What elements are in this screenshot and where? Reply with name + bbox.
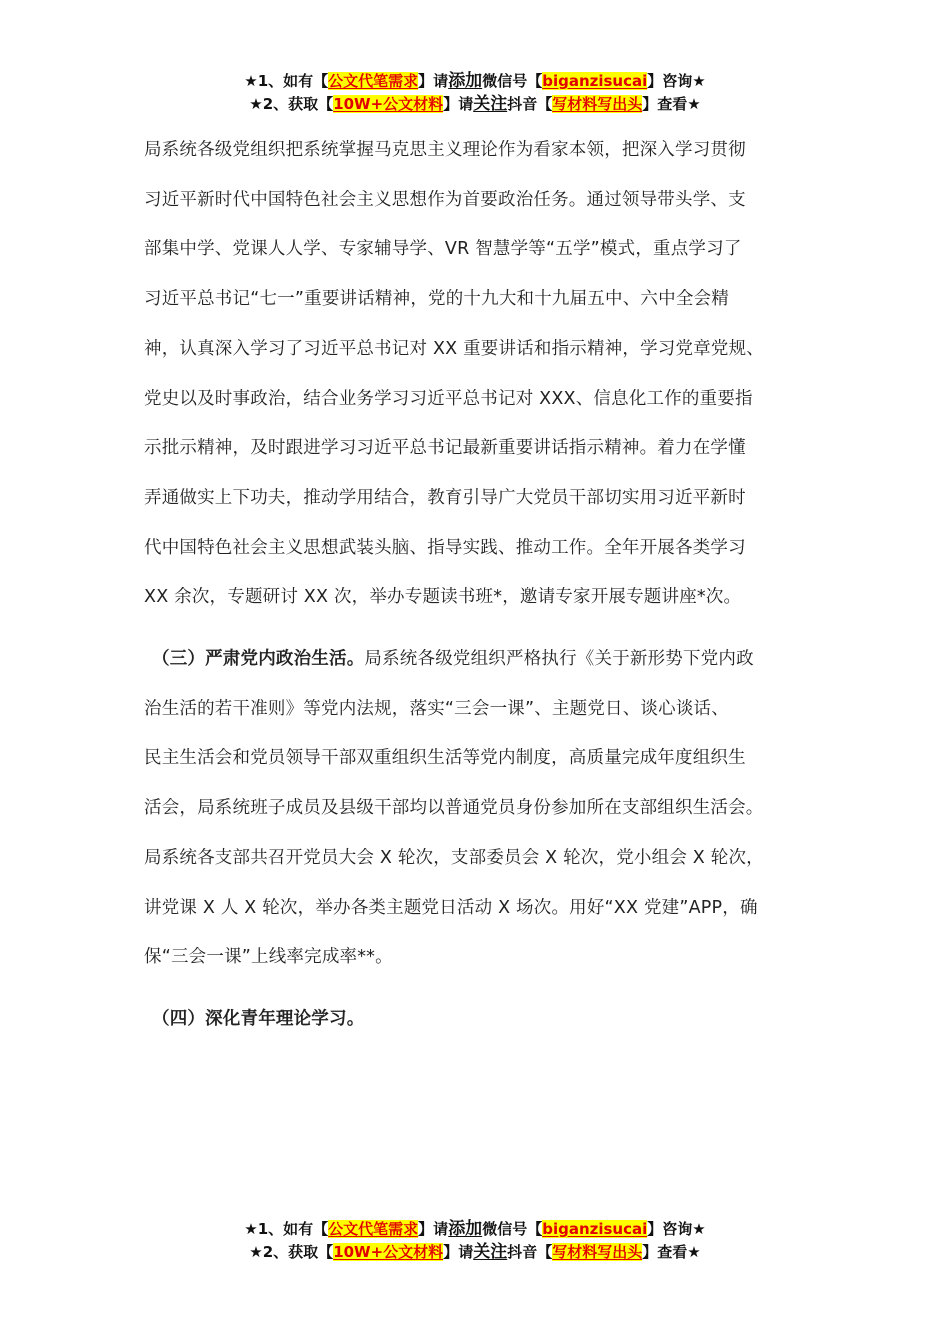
text-line: 局系统各级党组织把系统掌握马克思主义理论作为看家本领，把深入学习贯彻 (144, 140, 746, 160)
banner-emphasis: 关注 (473, 94, 508, 114)
banner-text: ★1、如有【 (244, 1220, 329, 1238)
banner-line-2 (0, 1241, 950, 1264)
banner-emphasis: 添加 (448, 71, 483, 91)
text-line: 党史以及时事政治，结合业务学习习近平总书记对 XXX、信息化工作的重要指 (144, 388, 753, 409)
banner-text: ★2、获取【 (249, 95, 334, 113)
text-line: 弄通做实上下功夫，推动学用结合，教育引导广大党员干部切实用习近平新时 (144, 487, 746, 508)
banner-text: 微信号【 (482, 1220, 543, 1238)
text-line: 活会，局系统班子成员及县级干部均以普通党员身份参加所在支部组织生活会。 (144, 798, 764, 819)
highlight-materials: 10W+公文材料 (333, 1243, 444, 1261)
banner-text: 抖音【 (507, 1243, 553, 1261)
highlight-materials: 10W+公文材料 (333, 95, 444, 113)
highlight-douyin: 写材料写出头 (552, 95, 643, 113)
highlight-service: 公文代笔需求 (328, 1220, 419, 1238)
banner-text: 抖音【 (507, 95, 553, 113)
banner-emphasis: 关注 (473, 1242, 508, 1262)
section-heading-4: （四）深化青年理论学习。 (152, 1008, 365, 1029)
banner-text: 】咨询★ (647, 1220, 706, 1238)
banner-line-1 (0, 70, 950, 93)
banner-text: ★2、获取【 (249, 1243, 334, 1261)
text-line: XX 余次，专题研讨 XX 次，举办专题读书班*，邀请专家开展专题讲座*次。 (144, 587, 742, 608)
text-line: 治生活的若干准则》等党内法规，落实“三会一课”、主题党日、谈心谈话、 (144, 698, 729, 719)
text-line: 民主生活会和党员领导干部双重组织生活等党内制度，高质量完成年度组织生 (144, 748, 746, 769)
highlight-douyin: 写材料写出头 (552, 1243, 643, 1261)
text-line: 代中国特色社会主义思想武装头脑、指导实践、推动工作。全年开展各类学习 (144, 537, 746, 558)
banner-text: 】查看★ (642, 95, 701, 113)
banner-text: 微信号【 (482, 72, 543, 90)
footer-banner (0, 1218, 950, 1264)
banner-text: 】请 (418, 1220, 449, 1238)
section-heading-3: （三）严肃党内政治生活。 (152, 649, 365, 670)
banner-text: 】请 (443, 95, 474, 113)
text-line: 讲党课 X 人 X 轮次，举办各类主题党日活动 X 场次。用好“XX 党建”APP，确 (144, 897, 758, 918)
text-line: 神，认真深入学习了习近平总书记对 XX 重要讲话和指示精神，学习党章党规、 (144, 338, 764, 359)
text-line: 习近平新时代中国特色社会主义思想作为首要政治任务。通过领导带头学、支 (144, 189, 746, 210)
paragraph-youth-study (144, 995, 808, 1045)
text-line: 局系统各级党组织严格执行《关于新形势下党内政 (364, 649, 754, 670)
text-line: 示批示精神，及时跟进学习习近平总书记最新重要讲话指示精神。着力在学懂 (144, 438, 746, 459)
highlight-wechat-id: biganzisucai (542, 72, 648, 90)
banner-text: 】咨询★ (647, 72, 706, 90)
text-line: 保“三会一课”上线率完成率**。 (144, 947, 393, 968)
document-body (144, 126, 808, 1045)
header-banner (0, 70, 950, 116)
text-line: 局系统各支部共召开党员大会 X 轮次，支部委员会 X 轮次，党小组会 X 轮次， (144, 847, 764, 868)
banner-text: ★1、如有【 (244, 72, 329, 90)
highlight-wechat-id: biganzisucai (542, 1220, 648, 1238)
banner-emphasis: 添加 (448, 1219, 483, 1239)
text-line: 部集中学、党课人人学、专家辅导学、VR 智慧学等“五学”模式，重点学习了 (144, 239, 742, 260)
banner-text: 】查看★ (642, 1243, 701, 1261)
banner-line-1 (0, 1218, 950, 1241)
paragraph-study (144, 126, 808, 623)
highlight-service: 公文代笔需求 (328, 72, 419, 90)
paragraph-political-life (144, 635, 808, 983)
text-line: 习近平总书记“七一”重要讲话精神，党的十九大和十九届五中、六中全会精 (144, 289, 729, 310)
banner-text: 】请 (418, 72, 449, 90)
banner-text: 】请 (443, 1243, 474, 1261)
banner-line-2 (0, 93, 950, 116)
